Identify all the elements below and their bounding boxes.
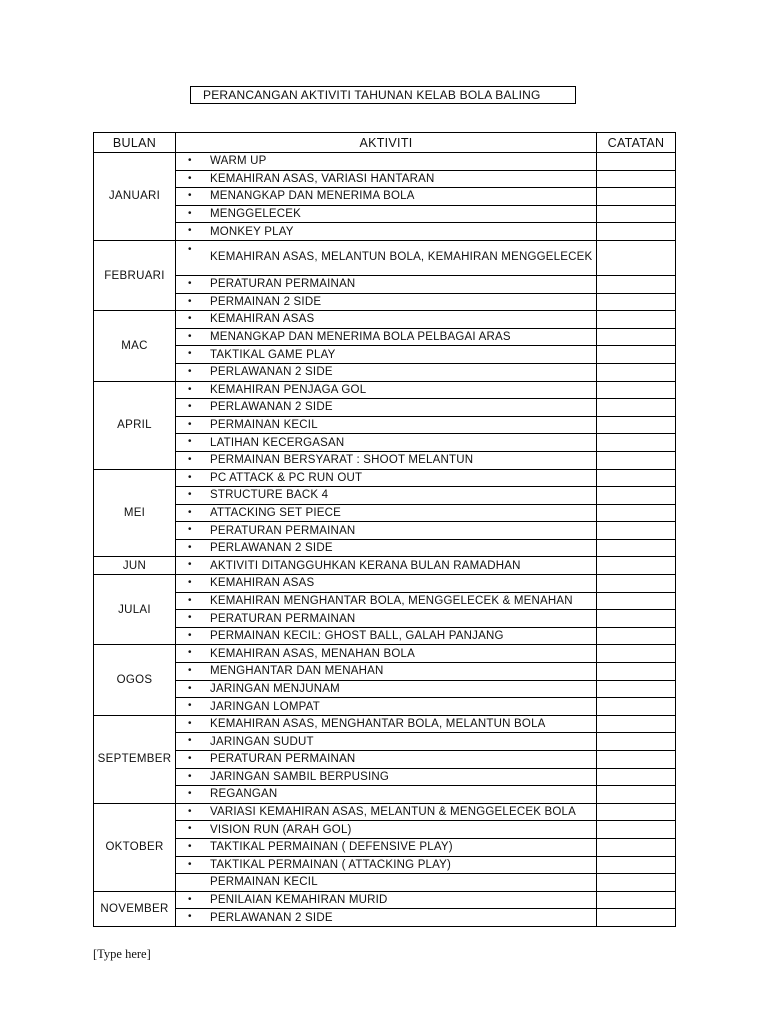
notes-cell [597, 240, 676, 275]
table-body [94, 153, 676, 927]
activity-cell [176, 821, 597, 839]
month-cell: MEI [94, 469, 176, 557]
bullet-icon: • [188, 612, 192, 624]
notes-cell [597, 275, 676, 293]
bullet-icon: • [188, 665, 192, 677]
bullet-icon: • [188, 559, 192, 571]
table-row [94, 592, 676, 610]
activity-cell [176, 240, 597, 275]
activity-text: KEMAHIRAN PENJAGA GOL [210, 383, 367, 396]
bullet-icon: • [188, 753, 192, 764]
bullet-icon: • [188, 911, 192, 923]
activity-text: MENGGELECEK [210, 208, 302, 221]
activity-text: PERATURAN PERMAINAN [210, 524, 356, 537]
table-row [94, 557, 676, 575]
activity-cell [176, 504, 597, 522]
table-row [94, 293, 676, 311]
table-row [94, 539, 676, 557]
page-title: PERANCANGAN AKTIVITI TAHUNAN KELAB BOLA BALING [190, 86, 576, 104]
notes-cell [597, 663, 676, 681]
notes-cell [597, 223, 676, 241]
activity-text: JARINGAN MENJUNAM [210, 682, 340, 695]
notes-cell [597, 451, 676, 469]
month-cell: JUN [94, 557, 176, 575]
notes-cell [597, 610, 676, 628]
activity-cell [176, 733, 597, 751]
activity-text: MENGHANTAR DAN MENAHAN [210, 665, 384, 678]
activity-text: KEMAHIRAN ASAS, MELANTUN BOLA, KEMAHIRAN MENGGELECEK [210, 251, 593, 264]
bullet-icon: • [188, 823, 192, 835]
table-header-row [94, 133, 676, 153]
table-row [94, 751, 676, 769]
bullet-icon: • [188, 225, 192, 237]
bullet-icon: • [188, 717, 192, 729]
notes-cell [597, 469, 676, 487]
table-row [94, 698, 676, 716]
activity-cell [176, 223, 597, 241]
bullet-icon: • [188, 893, 192, 905]
table-row [94, 891, 676, 909]
activity-text: PERMAINAN KECIL [210, 876, 318, 889]
bullet-icon: • [188, 524, 192, 536]
notes-cell [597, 680, 676, 698]
activity-cell [176, 205, 597, 223]
table-row [94, 275, 676, 293]
table-row [94, 363, 676, 381]
month-cell: MAC [94, 311, 176, 381]
notes-cell [597, 522, 676, 540]
notes-cell [597, 504, 676, 522]
table-row [94, 205, 676, 223]
notes-cell [597, 328, 676, 346]
activity-cell [176, 768, 597, 786]
activity-cell [176, 170, 597, 188]
activity-text: JARINGAN SAMBIL BERPUSING [210, 770, 390, 783]
activity-cell [176, 803, 597, 821]
notes-cell [597, 575, 676, 593]
bullet-icon: • [188, 647, 192, 659]
activity-cell [176, 856, 597, 874]
bullet-icon: • [188, 436, 192, 448]
table-row [94, 346, 676, 364]
table-row [94, 856, 676, 874]
activity-text: PERMAINAN BERSYARAT : SHOOT MELANTUN [210, 454, 474, 467]
bullet-icon: • [188, 700, 192, 712]
activity-text: ATTACKING SET PIECE [210, 506, 341, 519]
activity-text: TAKTIKAL PERMAINAN ( ATTACKING PLAY) [210, 858, 452, 871]
notes-cell [597, 487, 676, 505]
table-row [94, 786, 676, 804]
notes-cell [597, 698, 676, 716]
activity-text: PERLAWANAN 2 SIDE [210, 401, 333, 414]
table-row [94, 575, 676, 593]
activity-text: PERLAWANAN 2 SIDE [210, 911, 333, 924]
activity-text: MENANGKAP DAN MENERIMA BOLA PELBAGAI ARAS [210, 331, 511, 344]
notes-cell [597, 874, 676, 892]
month-cell: OKTOBER [94, 803, 176, 891]
activity-text: PERATURAN PERMAINAN [210, 278, 356, 291]
activity-text: KEMAHIRAN MENGHANTAR BOLA, MENGGELECEK & MENAHAN [210, 594, 573, 607]
bullet-icon: • [188, 770, 192, 782]
activity-text: WARM UP [210, 155, 267, 168]
activity-cell [176, 434, 597, 452]
activity-cell [176, 399, 597, 417]
activity-cell [176, 575, 597, 593]
month-cell: APRIL [94, 381, 176, 469]
month-cell: JANUARI [94, 153, 176, 241]
bullet-icon: • [188, 453, 192, 465]
notes-cell [597, 627, 676, 645]
notes-cell [597, 416, 676, 434]
activity-cell [176, 786, 597, 804]
notes-cell [597, 803, 676, 821]
table-row [94, 627, 676, 645]
activity-text: PERMAINAN 2 SIDE [210, 295, 322, 308]
activity-text: PERATURAN PERMAINAN [210, 612, 356, 625]
table-row [94, 680, 676, 698]
table-row [94, 311, 676, 329]
activity-cell [176, 416, 597, 434]
notes-cell [597, 645, 676, 663]
notes-cell [597, 311, 676, 329]
notes-cell [597, 539, 676, 557]
activity-text: PERMAINAN KECIL [210, 419, 318, 432]
bullet-icon: • [188, 682, 192, 694]
activity-text: PERLAWANAN 2 SIDE [210, 542, 333, 555]
activity-cell [176, 698, 597, 716]
bullet-icon: • [188, 155, 192, 166]
activity-text: KEMAHIRAN ASAS, MENGHANTAR BOLA, MELANTUN BOLA [210, 718, 546, 731]
activity-text: MENANGKAP DAN MENERIMA BOLA [210, 190, 415, 203]
activity-text: TAKTIKAL PERMAINAN ( DEFENSIVE PLAY) [210, 841, 453, 854]
activity-text: MONKEY PLAY [210, 225, 294, 238]
bullet-icon: • [188, 207, 192, 219]
activity-cell [176, 663, 597, 681]
activity-cell [176, 188, 597, 206]
table-row [94, 328, 676, 346]
activity-plan-table [93, 132, 676, 927]
table-row [94, 610, 676, 628]
table-row [94, 874, 676, 892]
bullet-icon: • [188, 629, 192, 641]
notes-cell [597, 293, 676, 311]
activity-cell [176, 275, 597, 293]
header-notes: CATATAN [597, 133, 676, 153]
activity-cell [176, 592, 597, 610]
bullet-icon: • [188, 365, 192, 377]
activity-cell [176, 311, 597, 329]
notes-cell [597, 346, 676, 364]
activity-cell [176, 363, 597, 381]
table-row [94, 821, 676, 839]
notes-cell [597, 205, 676, 223]
activity-text: STRUCTURE BACK 4 [210, 489, 329, 502]
bullet-icon: • [188, 313, 192, 325]
activity-cell [176, 328, 597, 346]
activity-cell [176, 539, 597, 557]
activity-cell [176, 715, 597, 733]
activity-text: VISION RUN (ARAH GOL) [210, 823, 352, 836]
notes-cell [597, 856, 676, 874]
activity-text: LATIHAN KECERGASAN [210, 436, 345, 449]
activity-cell [176, 381, 597, 399]
notes-cell [597, 381, 676, 399]
activity-cell [176, 610, 597, 628]
activity-cell [176, 557, 597, 575]
table-row [94, 416, 676, 434]
bullet-icon: • [188, 277, 192, 289]
activity-cell [176, 487, 597, 505]
activity-cell [176, 645, 597, 663]
bullet-icon: • [188, 471, 192, 483]
bullet-icon: • [188, 172, 192, 184]
bullet-icon: • [188, 805, 192, 817]
table-row [94, 487, 676, 505]
activity-cell [176, 909, 597, 927]
activity-cell [176, 153, 597, 171]
bullet-icon: • [188, 594, 192, 606]
activity-cell [176, 891, 597, 909]
activity-text: JARINGAN LOMPAT [210, 700, 320, 713]
activity-text: AKTIVITI DITANGGUHKAN KERANA BULAN RAMADHAN [210, 559, 521, 572]
activity-text: KEMAHIRAN ASAS [210, 313, 315, 326]
notes-cell [597, 188, 676, 206]
activity-text: KEMAHIRAN ASAS, MENAHAN BOLA [210, 647, 415, 660]
bullet-icon: • [188, 401, 192, 413]
bullet-icon: • [188, 788, 192, 800]
bullet-icon: • [188, 840, 192, 852]
activity-cell [176, 293, 597, 311]
activity-text: PERLAWANAN 2 SIDE [210, 366, 333, 379]
footer-placeholder: [Type here] [93, 947, 151, 961]
notes-cell [597, 891, 676, 909]
activity-text: REGANGAN [210, 788, 278, 801]
month-cell: FEBRUARI [94, 240, 176, 310]
notes-cell [597, 363, 676, 381]
notes-cell [597, 170, 676, 188]
bullet-icon: • [188, 489, 192, 501]
notes-cell [597, 786, 676, 804]
activity-cell [176, 838, 597, 856]
activity-text: PC ATTACK & PC RUN OUT [210, 471, 363, 484]
table-row [94, 803, 676, 821]
activity-text: KEMAHIRAN ASAS, VARIASI HANTARAN [210, 172, 435, 185]
table-row [94, 170, 676, 188]
activity-text: TAKTIKAL GAME PLAY [210, 348, 336, 361]
table-row [94, 504, 676, 522]
table-row [94, 469, 676, 487]
activity-cell [176, 451, 597, 469]
notes-cell [597, 733, 676, 751]
activity-text: JARINGAN SUDUT [210, 735, 314, 748]
table-row [94, 451, 676, 469]
notes-cell [597, 434, 676, 452]
table-row [94, 381, 676, 399]
table-row [94, 223, 676, 241]
activity-cell [176, 751, 597, 769]
bullet-icon: • [188, 735, 192, 747]
month-cell: JULAI [94, 575, 176, 645]
bullet-icon: • [188, 348, 192, 360]
activity-cell [176, 627, 597, 645]
bullet-icon: • [188, 243, 192, 255]
notes-cell [597, 557, 676, 575]
activity-text: PERATURAN PERMAINAN [210, 753, 356, 766]
table-row [94, 522, 676, 540]
table-row [94, 715, 676, 733]
notes-cell [597, 715, 676, 733]
activity-cell [176, 680, 597, 698]
table-row [94, 153, 676, 171]
header-activity: AKTIVITI [176, 133, 597, 153]
activity-text: KEMAHIRAN ASAS [210, 577, 315, 590]
bullet-icon: • [188, 295, 192, 307]
activity-text: VARIASI KEMAHIRAN ASAS, MELANTUN & MENGGELECEK BOLA [210, 806, 576, 819]
bullet-icon: • [188, 418, 192, 430]
header-month: BULAN [94, 133, 176, 153]
bullet-icon: • [188, 541, 192, 553]
table-row [94, 399, 676, 417]
notes-cell [597, 838, 676, 856]
notes-cell [597, 821, 676, 839]
table-row [94, 645, 676, 663]
bullet-icon: • [188, 190, 192, 202]
notes-cell [597, 153, 676, 171]
activity-text: PERMAINAN KECIL: GHOST BALL, GALAH PANJANG [210, 630, 504, 643]
table-row [94, 663, 676, 681]
activity-text: PENILAIAN KEMAHIRAN MURID [210, 894, 388, 907]
notes-cell [597, 399, 676, 417]
table-row [94, 188, 676, 206]
month-cell: OGOS [94, 645, 176, 715]
bullet-icon: • [188, 330, 192, 342]
bullet-icon: • [188, 383, 192, 395]
notes-cell [597, 909, 676, 927]
notes-cell [597, 751, 676, 769]
activity-cell [176, 346, 597, 364]
bullet-icon: • [188, 506, 192, 518]
month-cell: NOVEMBER [94, 891, 176, 926]
notes-cell [597, 768, 676, 786]
bullet-icon: • [188, 858, 192, 870]
table-row [94, 909, 676, 927]
month-cell: SEPTEMBER [94, 715, 176, 803]
table-row [94, 838, 676, 856]
activity-cell [176, 522, 597, 540]
table-row [94, 733, 676, 751]
activity-cell [176, 874, 597, 892]
table-row [94, 240, 676, 275]
activity-cell [176, 469, 597, 487]
notes-cell [597, 592, 676, 610]
table-row [94, 768, 676, 786]
table-row [94, 434, 676, 452]
bullet-icon: • [188, 577, 192, 589]
